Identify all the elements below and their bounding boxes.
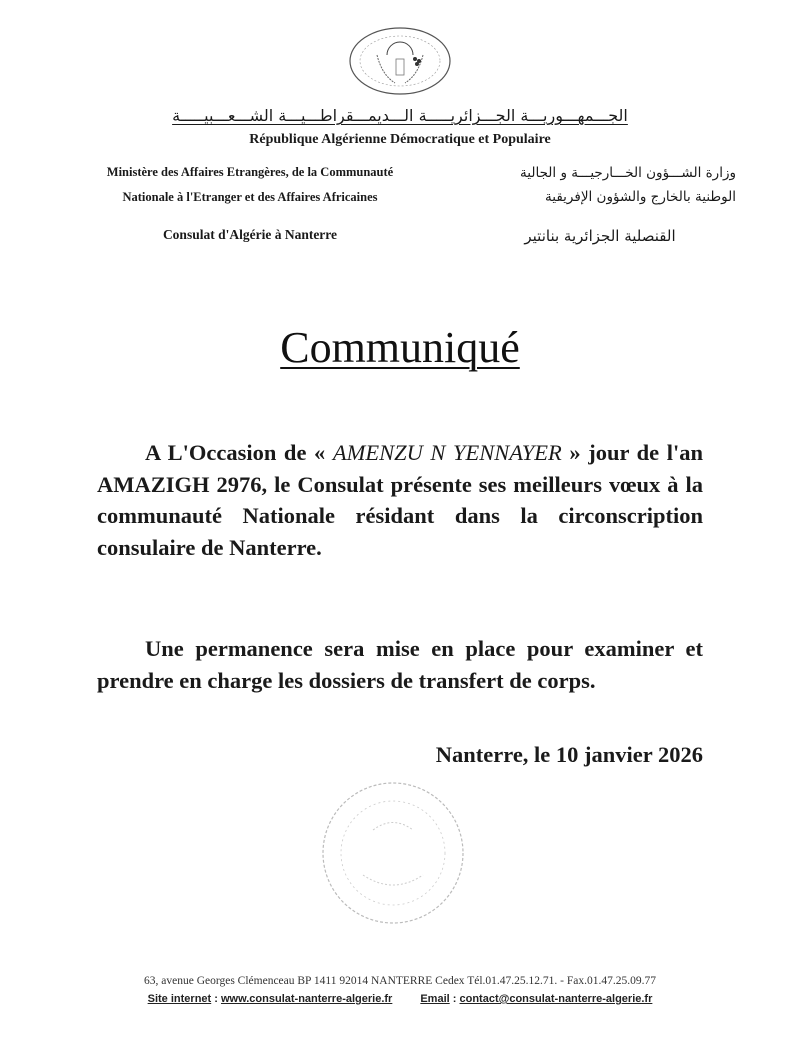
date-line: Nanterre, le 10 janvier 2026 [435, 742, 703, 767]
document-title: Communiqué [280, 323, 520, 372]
email-link[interactable]: contact@consulat-nanterre-algerie.fr [459, 993, 653, 1005]
algeria-emblem-icon [347, 25, 453, 97]
paragraph1-emphasis: AMENZU N YENNAYER [332, 440, 562, 465]
consulate-ar: القنصلية الجزائرية بنانتير [524, 227, 676, 245]
republic-title: République Algérienne Démocratique et Populaire [249, 132, 551, 147]
paragraph2-text: Une permanence sera mise en place pour examiner et prendre en charge les dossiers de transfert de corps. [97, 636, 703, 693]
paragraph1-prefix: A L'Occasion de « [145, 440, 333, 465]
paragraph-permanence [97, 633, 703, 696]
ministry-ar-line1: وزارة الشـــؤون الخـــارجيـــة و الجالية [520, 165, 736, 181]
website-label: Site internet [147, 993, 212, 1005]
footer-contacts: Site internet : www.consulat-nanterre-algerie.fr Email : contact@consulat-nanterre-algerie.fr [147, 993, 653, 1005]
email-label: Email [420, 993, 450, 1005]
paragraph-greetings [97, 437, 703, 563]
ministry-ar-line2: الوطنية بالخارج والشؤون الإفريقية [545, 189, 736, 205]
consulate-fr: Consulat d'Algérie à Nanterre [162, 227, 338, 242]
ministry-fr-line1: Ministère des Affaires Etrangères, de la Communauté [106, 165, 394, 179]
footer-address: 63, avenue Georges Clémenceau BP 1411 92014 NANTERRE Cedex Tél.01.47.25.12.71. - Fax.01.47.25.09.77 [144, 975, 656, 987]
ministry-fr-line2: Nationale à l'Etranger et des Affaires Africaines [122, 190, 378, 204]
official-seal-icon [318, 780, 468, 926]
arabic-republic-title: الجـــمهـــوريـــة الجـــزائريـــــة الـــديمـــقراطـــيـــة الشـــعـــبيـــــة [172, 106, 628, 125]
website-link[interactable]: www.consulat-nanterre-algerie.fr [220, 993, 393, 1005]
paragraph1-suffix: » jour de l'an AMAZIGH 2976, le Consulat présente ses meilleurs vœux à la communauté Nationale résidant dans la circonscription consulaire de Nanterre. [97, 440, 703, 560]
